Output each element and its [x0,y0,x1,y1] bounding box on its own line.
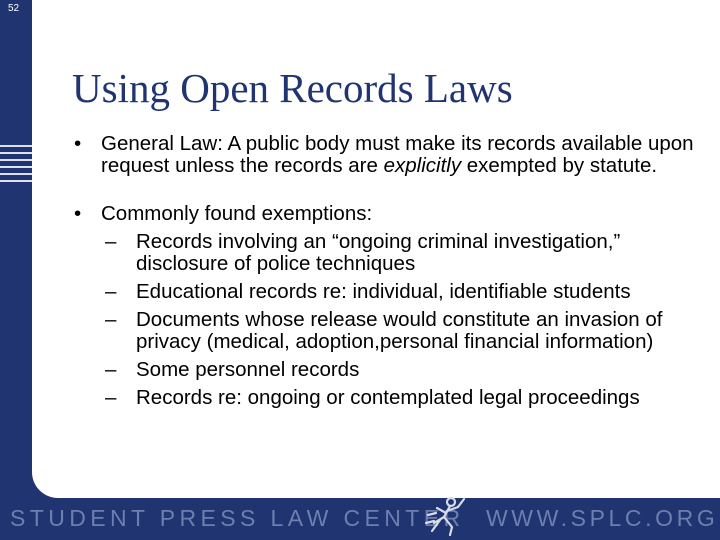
sub-bullet-text: Records involving an “ongoing criminal investigation,” disclosure of police techniques [136,230,621,275]
sub-bullet-item [105,309,694,353]
sub-bullet-text: Educational records re: individual, identifiable students [136,280,631,303]
bullet-text-suffix: exempted by statute. [461,154,658,177]
splc-logo-icon [420,493,470,537]
bullet-text-prefix: General Law: A public body must make its records available upon request unless the records are [101,132,694,177]
sub-bullet-item [105,281,694,303]
footer-organization: STUDENT PRESS LAW CENTER [10,505,465,531]
sub-bullet-item [105,387,694,409]
sub-bullet-text: Records re: ongoing or contemplated legal proceedings [136,386,640,409]
sub-bullet-dash: – [105,308,117,331]
sub-bullet-item [105,359,694,381]
footer-website: WWW.SPLC.ORG [486,505,719,531]
sub-bullet-dash: – [105,386,117,409]
bullet-text: Commonly found exemptions: [101,202,373,225]
bullet-dot: • [74,202,82,225]
bullet-item-exemptions [74,203,694,409]
sub-bullet-dash: – [105,280,117,303]
bullet-text-emphasis: explicitly [383,154,462,177]
bullet-dot: • [74,132,82,155]
sub-bullet-dash: – [105,358,117,381]
sub-bullet-item [105,231,694,275]
slide-number: 52 [8,3,20,14]
sub-bullet-text: Some personnel records [136,358,360,381]
sub-bullet-list [101,231,694,409]
decorative-stripes [0,145,32,187]
bullet-list [74,133,694,415]
sub-bullet-dash: – [105,230,117,253]
sub-bullet-text: Documents whose release would constitute an invasion of privacy (medical, adoption,personal financial information) [136,308,663,353]
slide-title: Using Open Records Laws [72,65,513,111]
footer-bar [0,498,720,540]
bullet-item-general-law [74,133,694,177]
